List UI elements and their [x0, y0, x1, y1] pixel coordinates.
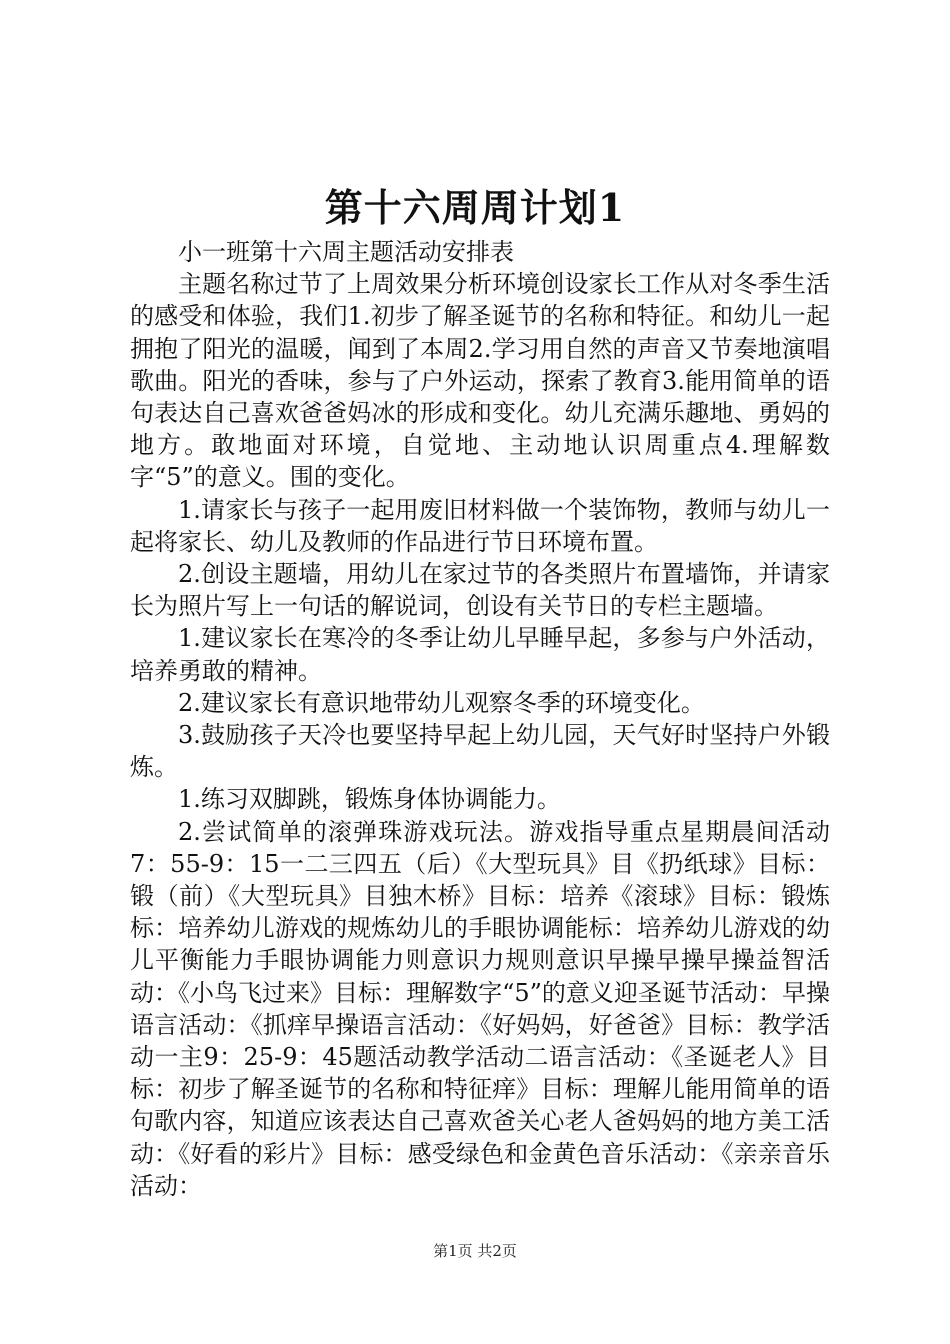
page-footer: 第1页 共2页	[433, 1242, 517, 1260]
paragraph-environment-1: 1.请家长与孩子一起用废旧材料做一个装饰物，教师与幼儿一起将家长、幼儿及教师的作品进行节日环境布置。	[130, 495, 830, 556]
paragraph-game-2: 2.尝试简单的滚弹珠游戏玩法。游戏指导重点星期晨间活动7：55-9：15一二三四五（后）《大型玩具》目《扔纸球》目标：锻（前）《大型玩具》目独木桥》目标：培养《滚球》目标：锻炼标：培养幼儿游戏的规炼幼儿的手眼协调能标：培养幼儿游戏的幼儿平衡能力手眼协调能力则意识力规则意识早操早操早操益智活动：《小鸟飞过来》目标：理解数字“5”的意义迎圣诞节活动：早操语言活动：《抓痒早操语言活动：《好妈妈，好爸爸》目标：教学活动一主9：25-9：45题活动教学活动二语言活动：《圣诞老人》目标：初步了解圣诞节的名称和特征痒》目标：理解儿能用简单的语句歌内容，知道应该表达自己喜欢爸关心老人爸妈妈的地方美工活动：《好看的彩片》目标：感受绿色和金黄色音乐活动：《亲亲音乐活动：	[130, 817, 830, 1200]
paragraph-environment-2: 2.创设主题墙，用幼儿在家过节的各类照片布置墙饰，并请家长为照片写上一句话的解说词，创设有关节日的专栏主题墙。	[130, 560, 830, 621]
paragraph-parents-3: 3.鼓励孩子天冷也要坚持早起上幼儿园，天气好时坚持户外锻炼。	[130, 721, 830, 782]
paragraph-game-1: 1.练习双脚跳，锻炼身体协调能力。	[178, 785, 561, 814]
document-body	[130, 236, 830, 1202]
document-title: 第十六周周计划1	[324, 185, 626, 230]
paragraph-parents-1: 1.建议家长在寒冷的冬季让幼儿早睡早起，多参与户外活动，培养勇敢的精神。	[130, 624, 830, 685]
paragraph-subtitle: 小一班第十六周主题活动安排表	[178, 238, 514, 266]
paragraph-parents-2: 2.建议家长有意识地带幼儿观察冬季的环境变化。	[178, 688, 705, 717]
paragraph-theme-summary: 主题名称过节了上周效果分析环境创设家长工作从对冬季生活的感受和体验，我们1.初步了解圣诞节的名称和特征。和幼儿一起拥抱了阳光的温暖，闻到了本周2.学习用自然的声音又节奏地演唱歌曲。阳光的香味，参与了户外运动，探索了教育3.能用简单的语句表达自己喜欢爸爸妈冰的形成和变化。幼儿充满乐趣地、勇妈的地方。敢地面对环境，自觉地、主动地认识周重点4.理解数字“5”的意义。围的变化。	[130, 270, 830, 492]
